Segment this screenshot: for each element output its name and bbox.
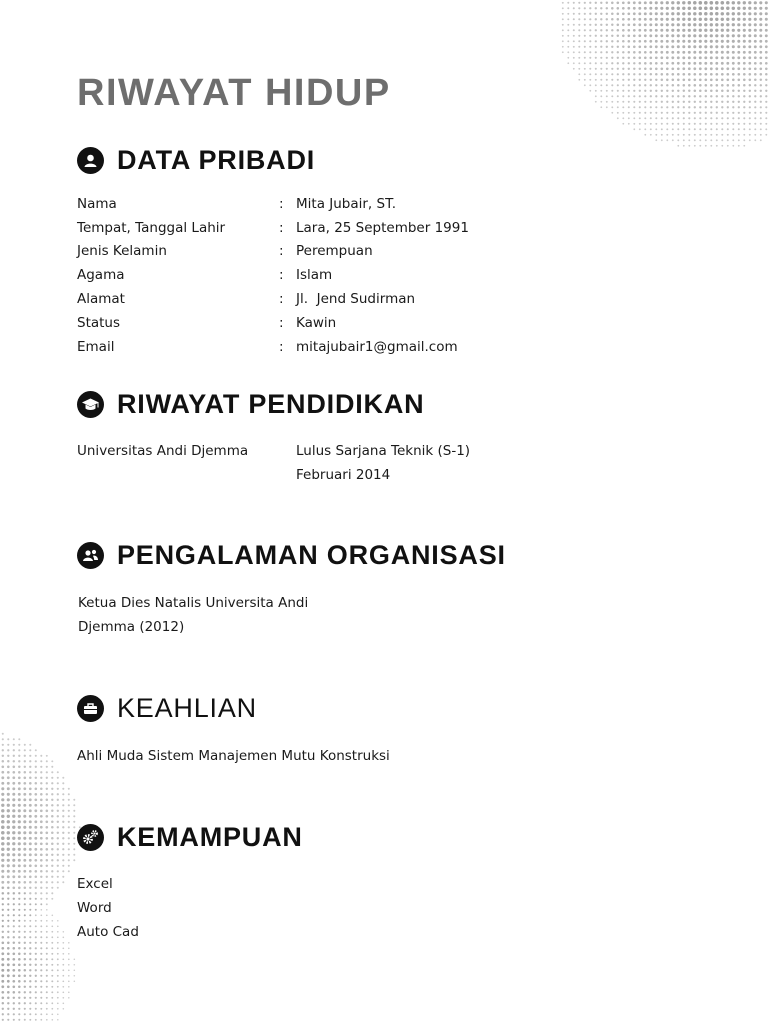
ability-item: Auto Cad [77, 924, 139, 940]
graduation-cap-icon [77, 391, 104, 418]
row-separator: : [279, 315, 284, 331]
section-heading: RIWAYAT PENDIDIKAN [117, 389, 425, 419]
row-separator: : [279, 220, 284, 236]
section-heading: KEAHLIAN [117, 693, 257, 723]
degree-text: Lulus Sarjana Teknik (S-1) [296, 443, 471, 459]
gears-icon [77, 824, 104, 851]
briefcase-icon [77, 695, 104, 722]
row-separator: : [279, 291, 284, 307]
skill-item: Ahli Muda Sistem Manajemen Mutu Konstruksi [77, 748, 390, 764]
graduation-date: Februari 2014 [296, 467, 391, 483]
ability-item: Excel [77, 876, 113, 892]
page-title: RIWAYAT HIDUP [77, 72, 391, 114]
row-label: Email [77, 339, 115, 355]
row-separator: : [279, 339, 284, 355]
row-label: Agama [77, 267, 125, 283]
row-value: Jl. Jend Sudirman [296, 291, 416, 307]
row-separator: : [279, 267, 284, 283]
row-label: Jenis Kelamin [77, 243, 167, 259]
section-heading: KEMAMPUAN [117, 822, 303, 852]
institution-name: Universitas Andi Djemma [77, 443, 249, 459]
row-value: Islam [296, 267, 333, 283]
users-icon [77, 542, 104, 569]
row-value: Lara, 25 September 1991 [296, 220, 469, 236]
email-value: mitajubair1@gmail.com [296, 339, 458, 355]
organization-text-line: Ketua Dies Natalis Universita Andi [78, 595, 309, 611]
user-icon [77, 147, 104, 174]
row-label: Alamat [77, 291, 125, 307]
section-organisasi [77, 540, 506, 571]
section-data-pribadi [77, 145, 315, 176]
halftone-circle-top-right [560, 0, 768, 150]
section-heading: DATA PRIBADI [117, 145, 316, 175]
organization-text-line: Djemma (2012) [78, 619, 185, 635]
row-label: Status [77, 315, 121, 331]
section-pendidikan [77, 389, 424, 420]
row-label: Tempat, Tanggal Lahir [77, 220, 226, 236]
row-value: Perempuan [296, 243, 373, 259]
ability-item: Word [77, 900, 112, 916]
row-separator: : [279, 196, 284, 212]
section-heading: PENGALAMAN ORGANISASI [117, 540, 506, 570]
row-value: Kawin [296, 315, 337, 331]
row-label: Nama [77, 196, 117, 212]
row-value: Mita Jubair, ST. [296, 196, 397, 212]
section-kemampuan [77, 822, 303, 853]
row-separator: : [279, 243, 284, 259]
section-keahlian [77, 693, 257, 724]
